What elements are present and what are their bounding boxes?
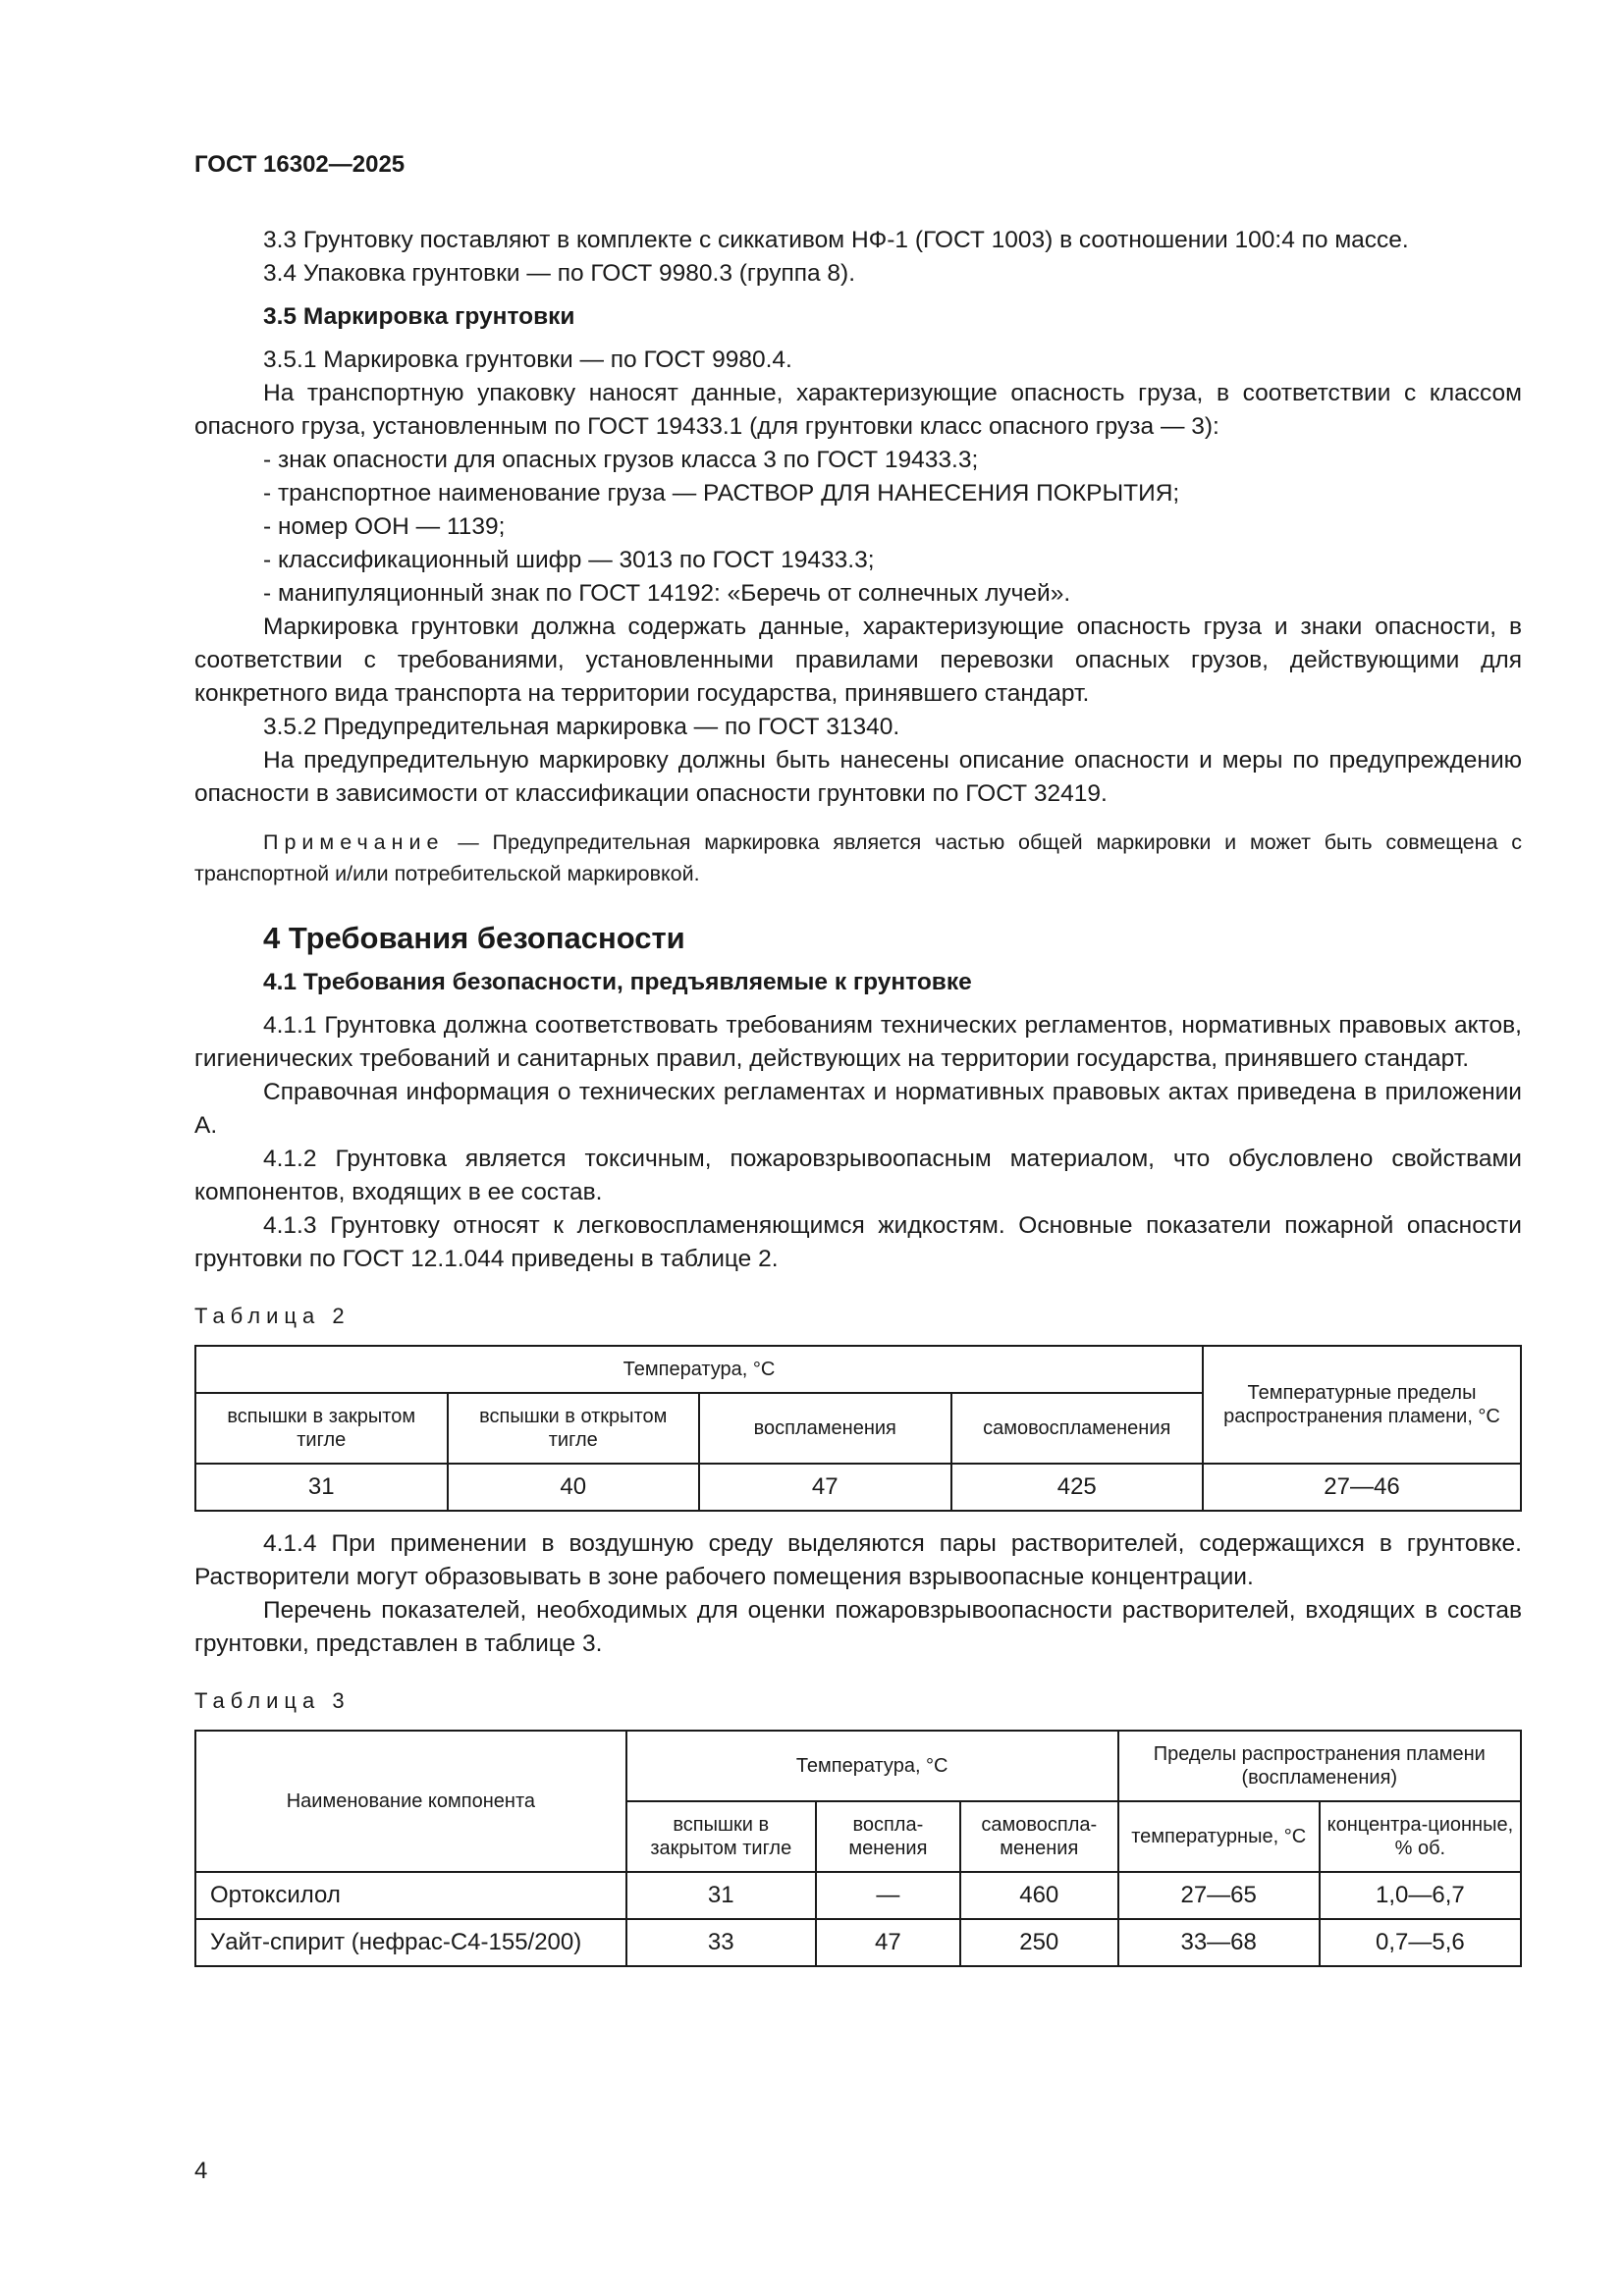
table-3-cell: 33—68 bbox=[1118, 1919, 1320, 1966]
table-2-cell: 425 bbox=[951, 1464, 1204, 1511]
paragraph-indicators-list: Перечень показателей, необходимых для оценки пожаровзрывоопасности растворителей, входящих в состав грунтовки, представлен в таблице 3. bbox=[194, 1597, 1522, 1657]
subsection-heading-3-5: 3.5 Маркировка грунтовки bbox=[263, 303, 575, 330]
table-2 bbox=[194, 1345, 1522, 1512]
note-text: — Предупредительная маркировка является частью общей маркировки и может быть совмещена с транспортной и/или потребительской маркировкой. bbox=[194, 830, 1522, 885]
table-row bbox=[195, 1919, 1521, 1966]
paragraph-reference-info: Справочная информация о технических регламентах и нормативных правовых актах приведена в приложении А. bbox=[194, 1079, 1522, 1139]
document-header: ГОСТ 16302—2025 bbox=[194, 151, 406, 178]
paragraph-3-5-2: 3.5.2 Предупредительная маркировка — по ГОСТ 31340. bbox=[263, 714, 900, 740]
table-3-cell: 250 bbox=[960, 1919, 1118, 1966]
table-3-header-cell: концентра-ционные, % об. bbox=[1320, 1801, 1521, 1872]
table-2-group-header: Температура, °C bbox=[195, 1346, 1203, 1393]
subsection-heading-4-1: 4.1 Требования безопасности, предъявляемые к грунтовке bbox=[263, 969, 972, 995]
paragraph-warning-marking: На предупредительную маркировку должны быть нанесены описание опасности и меры по предупреждению опасности в зависимости от классификации опасности грунтовки по ГОСТ 32419. bbox=[194, 747, 1522, 807]
list-item: - знак опасности для опасных грузов класса 3 по ГОСТ 19433.3; bbox=[263, 447, 979, 473]
table-2-header-cell: самовоспламенения bbox=[951, 1393, 1204, 1464]
table-3-name-header: Наименование компонента bbox=[195, 1731, 626, 1872]
table-3-cell: 33 bbox=[626, 1919, 816, 1966]
paragraph-marking-data: Маркировка грунтовки должна содержать данные, характеризующие опасность груза и знаки опасности, в соответствии с требованиями, установленными правилами перевозки опасных грузов, действующими для конкретного вида транспорта на территории государства, принявшего стандарт. bbox=[194, 614, 1522, 707]
table-2-limits-header: Температурные пределы распространения пламени, °C bbox=[1203, 1346, 1521, 1464]
section-heading-4: 4 Требования безопасности bbox=[263, 921, 685, 955]
table-3-header-cell: вспышки в закрытом тигле bbox=[626, 1801, 816, 1872]
table-2-cell: 40 bbox=[448, 1464, 700, 1511]
table-2-header-cell: вспышки в закрытом тигле bbox=[195, 1393, 448, 1464]
list-item: - манипуляционный знак по ГОСТ 14192: «Беречь от солнечных лучей». bbox=[263, 580, 1071, 607]
note-label: Примечание bbox=[263, 830, 445, 854]
paragraph-4-1-4: 4.1.4 При применении в воздушную среду выделяются пары растворителей, содержащихся в грунтовке. Растворители могут образовывать в зоне рабочего помещения взрывоопасные концентрации. bbox=[194, 1530, 1522, 1590]
table-2-header-cell: воспламенения bbox=[699, 1393, 951, 1464]
table-row bbox=[195, 1872, 1521, 1919]
table-3-cell: 31 bbox=[626, 1872, 816, 1919]
list-item: - классификационный шифр — 3013 по ГОСТ 19433.3; bbox=[263, 547, 875, 573]
paragraph-transport-packaging: На транспортную упаковку наносят данные, характеризующие опасность груза, в соответствии с классом опасного груза, установленным по ГОСТ 19433.1 (для грунтовки класс опасного груза — 3): bbox=[194, 380, 1522, 440]
table-3-cell: 27—65 bbox=[1118, 1872, 1320, 1919]
page-number: 4 bbox=[194, 2158, 208, 2184]
list-item: - транспортное наименование груза — РАСТВОР ДЛЯ НАНЕСЕНИЯ ПОКРЫТИЯ; bbox=[263, 480, 1180, 507]
table-3-cell: — bbox=[816, 1872, 960, 1919]
paragraph-4-1-2: 4.1.2 Грунтовка является токсичным, пожаровзрывоопасным материалом, что обусловлено свойствами компонентов, входящих в ее состав. bbox=[194, 1146, 1522, 1205]
table-3-limits-header: Пределы распространения пламени (воспламенения) bbox=[1118, 1731, 1521, 1801]
list-item: - номер ООН — 1139; bbox=[263, 513, 506, 540]
paragraph-3-5-1: 3.5.1 Маркировка грунтовки — по ГОСТ 9980.4. bbox=[263, 347, 792, 373]
table-3-cell: 460 bbox=[960, 1872, 1118, 1919]
note bbox=[194, 827, 1522, 889]
table-2-cell: 27—46 bbox=[1203, 1464, 1521, 1511]
paragraph-4-1-3: 4.1.3 Грунтовку относят к легковоспламеняющимся жидкостям. Основные показатели пожарной опасности грунтовки по ГОСТ 12.1.044 приведены в таблице 2. bbox=[194, 1212, 1522, 1272]
table-3-cell: 1,0—6,7 bbox=[1320, 1872, 1521, 1919]
table-3-header-cell: самовоспла-менения bbox=[960, 1801, 1118, 1872]
document-body bbox=[194, 224, 1522, 1967]
table-2-caption: Таблица 2 bbox=[194, 1304, 351, 1328]
table-2-header-cell: вспышки в открытом тигле bbox=[448, 1393, 700, 1464]
table-3-cell: Ортоксилол bbox=[195, 1872, 626, 1919]
table-2-cell: 31 bbox=[195, 1464, 448, 1511]
table-3-header-cell: воспла-менения bbox=[816, 1801, 960, 1872]
table-3-header-cell: температурные, °C bbox=[1118, 1801, 1320, 1872]
table-3-caption: Таблица 3 bbox=[194, 1688, 351, 1713]
paragraph-4-1-1: 4.1.1 Грунтовка должна соответствовать требованиям технических регламентов, нормативных правовых актов, гигиенических требований и санитарных правил, действующих на территории государства, принявшего стандарт. bbox=[194, 1012, 1522, 1072]
table-3-temp-header: Температура, °C bbox=[626, 1731, 1118, 1801]
table-3-cell: 0,7—5,6 bbox=[1320, 1919, 1521, 1966]
paragraph-3-3: 3.3 Грунтовку поставляют в комплекте с сиккативом НФ-1 (ГОСТ 1003) в соотношении 100:4 по массе. bbox=[263, 227, 1409, 253]
table-2-cell: 47 bbox=[699, 1464, 951, 1511]
paragraph-3-4: 3.4 Упаковка грунтовки — по ГОСТ 9980.3 (группа 8). bbox=[263, 260, 856, 287]
table-3-cell: Уайт-спирит (нефрас-С4-155/200) bbox=[195, 1919, 626, 1966]
table-3-cell: 47 bbox=[816, 1919, 960, 1966]
table-3 bbox=[194, 1730, 1522, 1967]
